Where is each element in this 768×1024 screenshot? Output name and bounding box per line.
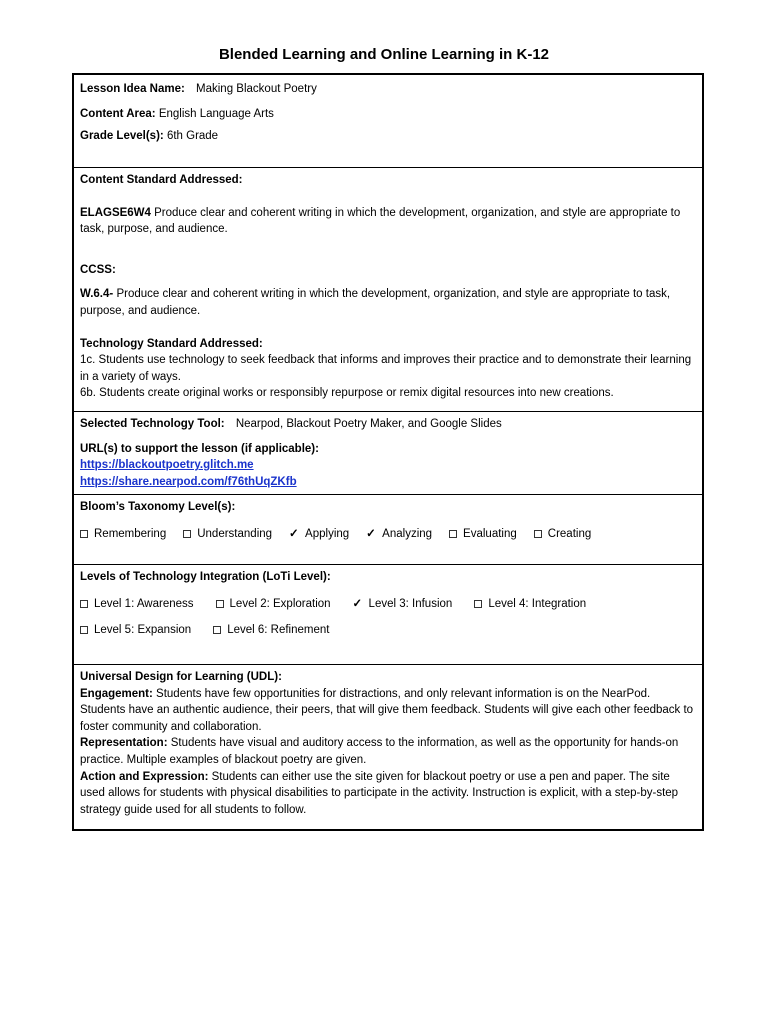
option-creating[interactable]	[534, 526, 591, 543]
content-area-row	[80, 106, 696, 123]
option-label: Level 1: Awareness	[94, 597, 194, 610]
option-level-1-awareness[interactable]	[80, 596, 194, 613]
option-level-6-refinement[interactable]	[213, 622, 329, 639]
action-expression-text: Students can either use the site given for blackout poetry or use a pen and paper. The site used allows for students with physical disabilities to participate in the activity. Instruction is explicit, with a step-by-step strategy guide used for all students to follow.	[80, 770, 679, 816]
udl-action-expression	[80, 769, 696, 819]
option-label: Level 6: Refinement	[227, 624, 330, 637]
representation-label: Representation:	[80, 737, 168, 750]
ccss-standard	[80, 286, 696, 319]
grade-level-label: Grade Level(s):	[80, 130, 164, 143]
tech-tool-row	[80, 416, 696, 433]
loti-options-row1	[80, 596, 696, 613]
lesson-name-label: Lesson Idea Name:	[80, 83, 185, 95]
blackout-poetry-link[interactable]: https://blackoutpoetry.glitch.me	[80, 459, 254, 472]
option-evaluating[interactable]	[449, 526, 517, 543]
lesson-plan-table	[72, 73, 704, 831]
checkbox-icon[interactable]	[80, 600, 88, 608]
loti-heading: Levels of Technology Integration (LoTi Level):	[80, 571, 331, 583]
option-level-2-exploration[interactable]	[216, 596, 331, 613]
loti-cell	[74, 565, 702, 665]
checkmark-icon[interactable]: ✓	[289, 527, 299, 540]
option-label: Understanding	[197, 527, 273, 540]
option-label: Analyzing	[382, 527, 433, 540]
ccss-code: W.6.4-	[80, 288, 114, 301]
option-label: Level 2: Exploration	[229, 597, 331, 610]
option-level-4-integration[interactable]	[474, 596, 586, 613]
nearpod-link[interactable]: https://share.nearpod.com/f76thUqZKfb	[80, 475, 297, 488]
checkbox-icon[interactable]	[80, 530, 88, 538]
option-label: Creating	[547, 527, 592, 540]
option-label: Level 5: Expansion	[94, 624, 192, 637]
url-label: URL(s) to support the lesson (if applicable):	[80, 442, 319, 455]
udl-cell	[74, 665, 702, 829]
option-applying[interactable]	[289, 526, 349, 543]
option-level-3-infusion[interactable]	[353, 596, 453, 613]
tech-standard-6b: 6b. Students create original works or responsibly repurpose or remix digital resources into new creations.	[80, 387, 614, 400]
loti-options-row2	[80, 622, 696, 639]
checkbox-icon[interactable]	[216, 600, 224, 608]
blooms-heading: Bloom’s Taxonomy Level(s):	[80, 501, 236, 513]
page-title: Blended Learning and Online Learning in K-12	[218, 46, 550, 63]
option-analyzing[interactable]	[366, 526, 432, 543]
option-label: Evaluating	[463, 527, 517, 540]
blooms-options	[80, 526, 696, 543]
grade-level-value: 6th Grade	[166, 130, 219, 143]
tech-standard-1c: 1c. Students use technology to seek feedback that informs and improves their practice and to demonstrate their learning in a variety of ways.	[80, 354, 692, 383]
option-label: Level 3: Infusion	[368, 597, 453, 610]
action-expression-label: Action and Expression:	[80, 770, 209, 783]
checkbox-icon[interactable]	[80, 626, 88, 634]
tech-tool-value: Nearpod, Blackout Poetry Maker, and Google Slides	[235, 418, 502, 430]
standards-cell	[74, 168, 702, 412]
ccss-text: Produce clear and coherent writing in which the development, organization, and style are appropriate to task, purpose, and audience.	[80, 288, 671, 317]
elagse-standard	[80, 205, 696, 238]
content-area-label: Content Area:	[80, 107, 156, 120]
representation-text: Students have visual and auditory access to the information, as well as the opportunity for hands-on practice. Multiple examples of blackout poetry are given.	[80, 737, 679, 766]
ccss-label: CCSS:	[80, 263, 116, 276]
option-label: Remembering	[94, 527, 167, 540]
checkmark-icon[interactable]: ✓	[352, 597, 363, 610]
content-area-value: English Language Arts	[158, 107, 274, 120]
option-label: Level 4: Integration	[488, 597, 587, 610]
checkbox-icon[interactable]	[213, 626, 221, 634]
option-understanding[interactable]	[183, 526, 272, 543]
lesson-name-value: Making Blackout Poetry	[196, 83, 317, 95]
tech-standard-heading: Technology Standard Addressed:	[80, 337, 263, 350]
udl-heading: Universal Design for Learning (UDL):	[80, 671, 282, 683]
option-label: Applying	[305, 527, 350, 540]
checkbox-icon[interactable]	[534, 530, 542, 538]
grade-level-row	[80, 128, 696, 145]
content-standard-heading: Content Standard Addressed:	[80, 174, 243, 186]
checkbox-icon[interactable]	[449, 530, 457, 538]
engagement-label: Engagement:	[80, 687, 153, 700]
checkbox-icon[interactable]	[183, 530, 191, 538]
checkbox-icon[interactable]	[474, 600, 482, 608]
tech-tool-label: Selected Technology Tool:	[80, 418, 225, 430]
blooms-cell	[74, 495, 702, 565]
engagement-text: Students have few opportunities for distractions, and only relevant information is on the NearPod. Students have an authentic audience, their peers, that will give them feedback. Students will give each other feedback to foster community and collaboration.	[80, 687, 694, 733]
lesson-name-row	[80, 81, 696, 98]
option-level-5-expansion[interactable]	[80, 622, 191, 639]
option-remembering[interactable]	[80, 526, 166, 543]
checkmark-icon[interactable]: ✓	[366, 527, 376, 540]
lesson-info-cell	[74, 75, 702, 168]
elagse-code: ELAGSE6W4	[80, 206, 151, 219]
elagse-text: Produce clear and coherent writing in which the development, organization, and style are appropriate to task, purpose, and audience.	[80, 206, 681, 236]
udl-engagement	[80, 686, 696, 736]
udl-representation	[80, 735, 696, 768]
tools-cell	[74, 412, 702, 495]
